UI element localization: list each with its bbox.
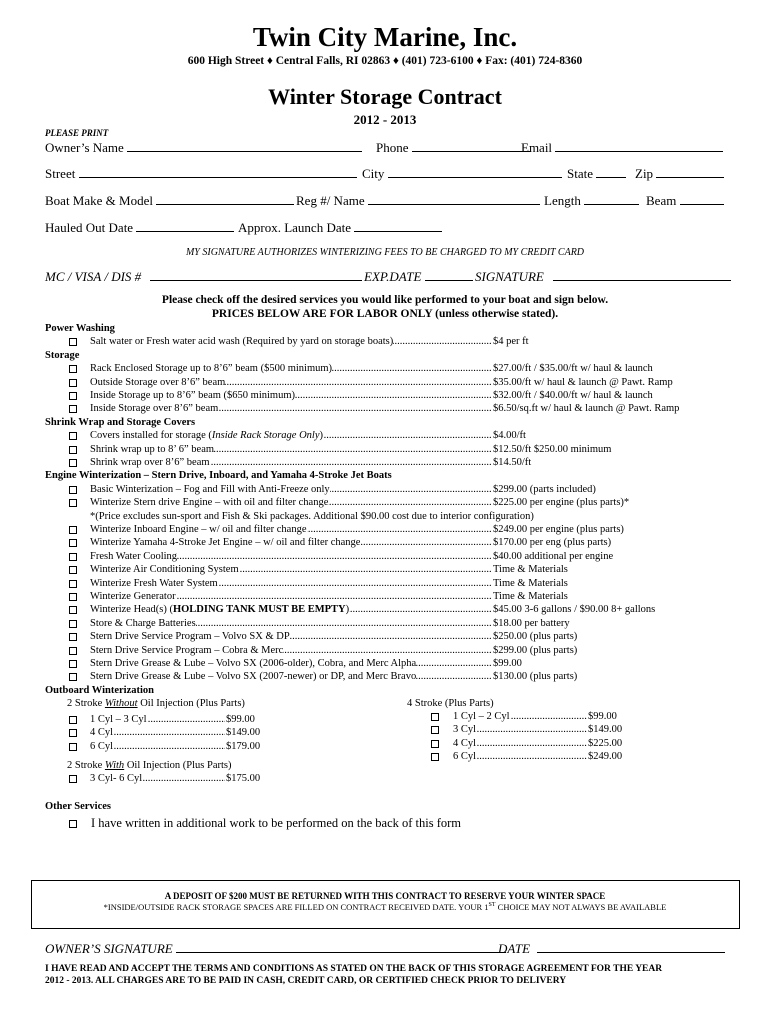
four-stroke-item-checkbox[interactable]	[431, 740, 439, 748]
shrink-item-label: Shrink wrap up to 8’ 6” beam	[90, 443, 215, 455]
engine-service-checkbox[interactable]	[69, 620, 77, 628]
four-stroke-item-label: 1 Cyl – 2 Cyl	[453, 711, 510, 722]
section-shrink: Shrink Wrap and Storage Covers	[45, 416, 196, 428]
length-row	[544, 193, 639, 209]
beam-label: Beam	[646, 193, 677, 208]
four-stroke-item-label: 3 Cyl	[453, 724, 477, 736]
email-field[interactable]	[555, 140, 723, 152]
length-label: Length	[544, 193, 581, 208]
reg-field[interactable]	[368, 193, 540, 205]
cover-italic: Inside Rack Storage Only	[211, 430, 320, 442]
engine-item-label: Winterize Fresh Water System	[90, 577, 218, 589]
instructions-line2: PRICES BELOW ARE FOR LABOR ONLY (unless otherwise stated).	[211, 308, 559, 320]
instructions-line1: Please check off the desired services you would like performed to your boat and sign below.	[161, 294, 609, 306]
engine-service-price: $250.00 (plus parts)	[493, 631, 578, 643]
four-stroke-item	[385, 710, 770, 723]
head-bold: HOLDING TANK MUST BE EMPTY	[172, 604, 346, 616]
hauled-out-field[interactable]	[136, 220, 234, 232]
length-field[interactable]	[584, 193, 639, 205]
launch-row	[238, 220, 442, 236]
winterize-head-label	[90, 603, 349, 616]
phone-row	[376, 140, 530, 156]
two-stroke-with-pre: 2 Stroke	[67, 760, 105, 771]
engine-service-checkbox[interactable]	[69, 647, 77, 655]
authorize-notice: MY SIGNATURE AUTHORIZES WINTERIZING FEES TO BE CHARGED TO MY CREDIT CARD	[185, 247, 585, 258]
power-wash-checkbox[interactable]	[69, 338, 77, 346]
owner-signature-label: OWNER’S SIGNATURE	[45, 941, 173, 956]
beam-row	[646, 193, 724, 209]
engine-service-price: $299.00 (plus parts)	[493, 644, 578, 656]
engine-item-checkbox[interactable]	[69, 580, 77, 588]
owner-row	[45, 140, 362, 156]
two-stroke-with: With	[104, 760, 125, 771]
four-stroke-item-price: $225.00	[588, 737, 623, 749]
other-service-label: I have written in additional work to be performed on the back of this form	[91, 816, 462, 830]
signature-field[interactable]	[553, 269, 731, 281]
city-row	[362, 166, 562, 182]
terms-line1: I HAVE READ AND ACCEPT THE TERMS AND CONDITIONS AS STATED ON THE BACK OF THIS STORAGE AGREEMENT FOR THE YEAR	[45, 964, 663, 974]
engine-item	[45, 577, 745, 590]
engine-item-price: $40.00 additional per engine	[493, 550, 614, 562]
reg-label: Reg #/ Name	[296, 193, 365, 208]
shrink-item	[45, 443, 745, 456]
shrink-item	[45, 456, 745, 469]
cover-item-checkbox[interactable]	[69, 432, 77, 440]
please-print: PLEASE PRINT	[45, 128, 109, 138]
shrink-item-price: $12.50/ft $250.00 minimum	[493, 443, 612, 455]
shrink-item-checkbox[interactable]	[69, 446, 77, 454]
date-field[interactable]	[537, 941, 725, 953]
engine-item	[45, 563, 745, 576]
card-field[interactable]	[150, 269, 362, 281]
storage-item	[45, 376, 745, 389]
email-row	[521, 140, 723, 156]
engine-service-label: Stern Drive Grease & Lube – Volvo SX (2007-newer) or DP, and Merc Bravo	[90, 671, 417, 683]
two-stroke-item-checkbox[interactable]	[69, 743, 77, 751]
two-stroke-item-label: 4 Cyl	[90, 727, 114, 739]
engine-service	[45, 644, 745, 657]
engine-item-price: Time & Materials	[493, 564, 568, 576]
date-row	[498, 941, 725, 957]
stern-drive-winterize-checkbox[interactable]	[69, 499, 77, 507]
basic-winterization-label: Basic Winterization – Fog and Fill with Anti-Freeze only	[90, 483, 330, 495]
engine-item	[45, 523, 745, 536]
section-power-washing: Power Washing	[45, 323, 115, 334]
storage-item-price: $32.00/ft / $40.00/ft w/ haul & launch	[493, 390, 653, 401]
section-engine: Engine Winterization – Stern Drive, Inboard, and Yamaha 4-Stroke Jet Boats	[45, 470, 392, 482]
basic-winterization-price: $299.00 (parts included)	[493, 483, 596, 495]
four-stroke-item-price: $149.00	[588, 724, 623, 736]
storage-item-price: $27.00/ft / $35.00/ft w/ haul & launch	[493, 363, 653, 375]
two-stroke-with-item-price: $175.00	[226, 773, 261, 784]
engine-service	[45, 657, 745, 670]
storage-item	[45, 362, 745, 375]
four-stroke-item-checkbox[interactable]	[431, 753, 439, 761]
power-wash-price: $4 per ft	[493, 336, 529, 348]
exp-row	[364, 269, 473, 285]
engine-item-price: $170.00 per eng (plus parts)	[493, 537, 612, 549]
engine-item-label: Winterize Air Conditioning System	[90, 564, 239, 576]
outboard-left	[45, 697, 375, 797]
engine-item	[45, 550, 745, 563]
section-outboard: Outboard Winterization	[45, 684, 154, 696]
deposit-line2	[0, 902, 770, 912]
card-label: MC / VISA / DIS #	[45, 269, 142, 284]
four-stroke-item	[385, 723, 770, 736]
storage-item-label: Rack Enclosed Storage up to 8’6” beam ($500 minimum)	[90, 363, 333, 375]
storage-item	[45, 402, 745, 415]
engine-item-label: Winterize Inboard Engine – w/ oil and filter change	[90, 524, 307, 535]
services-list	[45, 322, 745, 702]
cover-item-label	[90, 429, 323, 442]
four-stroke-item-checkbox[interactable]	[431, 713, 439, 721]
winterize-head-price: $45.00 3-6 gallons / $90.00 8+ gallons	[493, 604, 656, 616]
winterize-head	[45, 603, 745, 616]
owner-name-field[interactable]	[127, 140, 362, 152]
shrink-item-checkbox[interactable]	[69, 459, 77, 467]
terms-line2: 2012 - 2013. ALL CHARGES ARE TO BE PAID IN CASH, CREDIT CARD, OR CERTIFIED CHECK PRIOR TO DELIVERY	[45, 976, 567, 986]
four-stroke-item-checkbox[interactable]	[431, 726, 439, 734]
storage-item-label: Inside Storage up to 8’6” beam ($650 minimum)	[90, 390, 296, 401]
signature-label: SIGNATURE	[475, 269, 544, 284]
two-stroke-without-title	[67, 697, 245, 710]
card-row	[45, 269, 362, 285]
company-address: 600 High Street ♦ Central Falls, RI 02863 ♦ (401) 723-6100 ♦ Fax: (401) 724-8360	[187, 55, 583, 67]
four-stroke-item-price: $99.00	[588, 711, 617, 722]
storage-item	[45, 389, 745, 402]
deposit-line2-post: CHOICE MAY NOT ALWAYS BE AVAILABLE	[495, 902, 667, 912]
street-label: Street	[45, 166, 76, 181]
four-stroke-title: 4 Stroke (Plus Parts)	[407, 698, 494, 709]
two-stroke-with-item-label: 3 Cyl- 6 Cyl	[90, 773, 143, 784]
other-service-checkbox[interactable]	[69, 820, 77, 828]
head-pre: Winterize Head(s) (	[90, 604, 173, 616]
engine-item-checkbox[interactable]	[69, 553, 77, 561]
shrink-item-label: Shrink wrap over 8’6” beam	[90, 457, 210, 468]
cover-item-price: $4.00/ft	[493, 430, 526, 442]
engine-item-price: $249.00 per engine (plus parts)	[493, 524, 624, 535]
four-stroke-item	[385, 750, 770, 763]
zip-row	[635, 166, 724, 182]
phone-field[interactable]	[412, 140, 530, 152]
phone-label: Phone	[376, 140, 409, 155]
beam-field[interactable]	[680, 193, 724, 205]
engine-service-label: Store & Charge Batteries	[90, 617, 196, 629]
owner-signature-field[interactable]	[176, 941, 506, 953]
deposit-line2-sup: ST	[488, 902, 496, 909]
two-stroke-with-title	[67, 759, 232, 772]
basic-winterization	[45, 483, 745, 496]
engine-service-label: Stern Drive Service Program – Volvo SX & DP	[90, 631, 290, 643]
two-stroke-post: Oil Injection (Plus Parts)	[137, 698, 245, 709]
city-label: City	[362, 166, 385, 181]
storage-item-price: $35.00/ft w/ haul & launch @ Pawt. Ramp	[493, 376, 673, 388]
storage-item-price: $6.50/sq.ft w/ haul & launch @ Pawt. Ramp	[493, 403, 680, 415]
exp-field[interactable]	[425, 269, 473, 281]
storage-item-checkbox[interactable]	[69, 379, 77, 387]
cover-pre: Covers installed for storage (	[90, 430, 212, 442]
two-stroke-item-price: $99.00	[226, 714, 255, 725]
street-row	[45, 166, 357, 182]
storage-item-label: Outside Storage over 8’6” beam	[90, 376, 226, 388]
engine-service-price: $130.00 (plus parts)	[493, 671, 578, 683]
two-stroke-item-price: $149.00	[226, 727, 261, 739]
winterize-head-checkbox[interactable]	[69, 606, 77, 614]
engine-item	[45, 536, 745, 549]
engine-item-checkbox[interactable]	[69, 539, 77, 547]
launch-label: Approx. Launch Date	[238, 220, 351, 235]
engine-service	[45, 617, 745, 630]
four-stroke-item-label: 6 Cyl	[453, 751, 477, 763]
boat-make-field[interactable]	[156, 193, 294, 205]
two-stroke-item-price: $179.00	[226, 740, 261, 752]
power-wash-label: Salt water or Fresh water acid wash (Required by yard on storage boats)	[90, 336, 394, 348]
engine-note: *(Price excludes sun-sport and Fish & Ski packages. Additional $90.00 cost due to interior configuration)	[90, 510, 534, 522]
cover-post: )	[319, 430, 323, 442]
two-stroke-item-checkbox[interactable]	[69, 729, 77, 737]
signature-row	[475, 269, 731, 285]
storage-item-checkbox[interactable]	[69, 392, 77, 400]
owner-name-label: Owner’s Name	[45, 140, 124, 155]
storage-item-checkbox[interactable]	[69, 365, 77, 373]
engine-item-label: Fresh Water Cooling	[90, 550, 178, 562]
engine-item-label: Winterize Generator	[90, 591, 176, 602]
two-stroke-with-item-checkbox[interactable]	[69, 775, 77, 783]
engine-service-price: $18.00 per battery	[493, 617, 570, 629]
reg-row	[296, 193, 540, 209]
other-service-row	[67, 816, 461, 831]
state-field[interactable]	[596, 166, 626, 178]
hauled-out-label: Hauled Out Date	[45, 220, 134, 235]
two-stroke-with-post: Oil Injection (Plus Parts)	[124, 760, 232, 771]
date-label: DATE	[498, 941, 531, 956]
company-name: Twin City Marine, Inc.	[252, 22, 518, 52]
contract-title: Winter Storage Contract	[268, 84, 502, 109]
engine-service-label: Stern Drive Service Program – Cobra & Merc	[90, 644, 284, 656]
section-storage: Storage	[45, 349, 80, 361]
street-field[interactable]	[79, 166, 357, 178]
boat-make-label: Boat Make & Model	[45, 193, 153, 208]
stern-drive-winterize	[45, 496, 745, 509]
engine-item-price: Time & Materials	[493, 577, 568, 589]
engine-service	[45, 670, 745, 683]
city-field[interactable]	[388, 166, 562, 178]
deposit-line2-pre: *INSIDE/OUTSIDE RACK STORAGE SPACES ARE FILLED ON CONTRACT RECEIVED DATE. YOUR 1	[103, 902, 489, 912]
stern-drive-winterize-label: Winterize Stern drive Engine – with oil and filter change	[90, 497, 329, 509]
four-stroke-item	[385, 737, 770, 750]
four-stroke-item-label: 4 Cyl	[453, 737, 477, 749]
zip-label: Zip	[635, 166, 654, 181]
outboard-right	[385, 697, 685, 777]
launch-field[interactable]	[354, 220, 442, 232]
exp-label: EXP.DATE	[364, 269, 422, 284]
power-wash	[45, 335, 745, 348]
engine-service-label: Stern Drive Grease & Lube – Volvo SX (2006-older), Cobra, and Merc Alpha	[90, 658, 417, 669]
stern-drive-winterize-price: $225.00 per engine (plus parts)*	[493, 497, 630, 509]
owner-signature-row	[45, 941, 506, 957]
two-stroke-item-label: 1 Cyl – 3 Cyl	[90, 714, 147, 725]
contract-years: 2012 - 2013	[353, 112, 417, 127]
engine-service-checkbox[interactable]	[69, 673, 77, 681]
storage-item-label: Inside Storage over 8’6” beam	[90, 403, 219, 415]
engine-service-price: $99.00	[493, 658, 522, 669]
section-other: Other Services	[45, 801, 111, 812]
cover-item	[45, 429, 745, 442]
engine-item-label: Winterize Yamaha 4-Stroke Jet Engine – w/ oil and filter change	[90, 537, 361, 549]
engine-item-checkbox[interactable]	[69, 526, 77, 534]
engine-item-price: Time & Materials	[493, 591, 568, 602]
basic-winterization-checkbox[interactable]	[69, 486, 77, 494]
shrink-item-price: $14.50/ft	[493, 457, 532, 468]
boat-make-row	[45, 193, 294, 209]
four-stroke-item-price: $249.00	[588, 751, 623, 763]
two-stroke-item-checkbox[interactable]	[69, 716, 77, 724]
engine-item-checkbox[interactable]	[69, 593, 77, 601]
state-row	[567, 166, 626, 182]
head-post: )	[345, 604, 350, 616]
two-stroke-without: Without	[104, 698, 138, 709]
engine-service-checkbox[interactable]	[69, 633, 77, 641]
storage-item-checkbox[interactable]	[69, 405, 77, 413]
hauled-row	[45, 220, 234, 236]
email-label: Email	[521, 140, 553, 155]
engine-service	[45, 630, 745, 643]
engine-service-checkbox[interactable]	[69, 660, 77, 668]
engine-item	[45, 590, 745, 603]
deposit-line1: A DEPOSIT OF $200 MUST BE RETURNED WITH THIS CONTRACT TO RESERVE YOUR WINTER SPACE	[164, 891, 606, 901]
zip-field[interactable]	[656, 166, 724, 178]
engine-item-checkbox[interactable]	[69, 566, 77, 574]
two-stroke-pre: 2 Stroke	[67, 698, 105, 709]
state-label: State	[567, 166, 593, 181]
two-stroke-item-label: 6 Cyl	[90, 740, 114, 752]
